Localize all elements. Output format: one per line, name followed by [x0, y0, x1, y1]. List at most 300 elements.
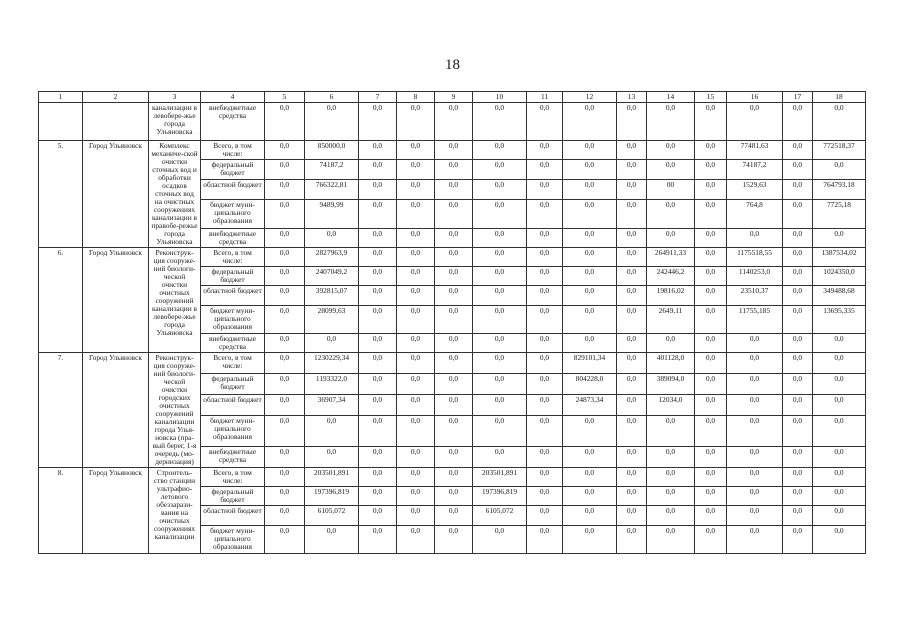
amount-cell: 401128,0 [647, 353, 695, 374]
amount-cell: 0,0 [695, 267, 727, 286]
amount-cell: 0,0 [695, 506, 727, 526]
amount-cell: 2407049,2 [305, 267, 359, 286]
table-row [39, 248, 866, 267]
amount-cell: 1140253,0 [727, 267, 783, 286]
amount-cell: 0,0 [695, 228, 727, 247]
column-number: 5 [265, 92, 305, 103]
column-number: 2 [83, 92, 149, 103]
amount-cell: 0,0 [563, 160, 617, 179]
amount-cell: 0,0 [265, 286, 305, 306]
amount-cell: 0,0 [359, 248, 397, 267]
amount-cell: 0,0 [397, 468, 435, 487]
amount-cell: 0,0 [783, 468, 813, 487]
amount-cell: 0,0 [813, 447, 866, 468]
amount-cell: 0,0 [473, 179, 527, 199]
amount-cell: 0,0 [563, 228, 617, 247]
amount-cell: 0,0 [435, 506, 473, 526]
amount-cell: 0,0 [647, 103, 695, 141]
amount-cell: 0,0 [397, 179, 435, 199]
amount-cell: 0,0 [617, 506, 647, 526]
amount-cell: 0,0 [695, 394, 727, 416]
amount-cell: 0,0 [727, 447, 783, 468]
amount-cell: 349488,68 [813, 286, 866, 306]
amount-cell: 0,0 [265, 228, 305, 247]
amount-cell: 0,0 [265, 160, 305, 179]
amount-cell: 0,0 [563, 179, 617, 199]
amount-cell: 0,0 [783, 228, 813, 247]
funding-source: федеральный бюджет [201, 267, 265, 286]
amount-cell: 0,0 [527, 179, 563, 199]
amount-cell: 0,0 [359, 526, 397, 554]
amount-cell: 0,0 [435, 286, 473, 306]
municipality [83, 103, 149, 141]
amount-cell: 0,0 [695, 103, 727, 141]
amount-cell: 0,0 [647, 200, 695, 229]
amount-cell: 0,0 [473, 103, 527, 141]
amount-cell: 0,0 [435, 353, 473, 374]
amount-cell: 0,0 [563, 416, 617, 447]
column-number: 12 [563, 92, 617, 103]
table-row [39, 103, 866, 141]
amount-cell: 28099,63 [305, 306, 359, 334]
amount-cell: 0,0 [563, 447, 617, 468]
amount-cell: 0,0 [435, 468, 473, 487]
amount-cell: 13695,335 [813, 306, 866, 334]
amount-cell: 0,0 [473, 447, 527, 468]
amount-cell: 23510,37 [727, 286, 783, 306]
amount-cell: 0,0 [527, 506, 563, 526]
amount-cell: 0,0 [359, 394, 397, 416]
amount-cell: 764,8 [727, 200, 783, 229]
amount-cell: 74187,2 [727, 160, 783, 179]
amount-cell: 0,0 [305, 228, 359, 247]
amount-cell: 0,0 [783, 447, 813, 468]
amount-cell: 0,0 [783, 160, 813, 179]
amount-cell: 0,0 [305, 416, 359, 447]
funding-source: внебюджетные средства [201, 447, 265, 468]
amount-cell: 0,0 [695, 373, 727, 394]
amount-cell: 0,0 [813, 373, 866, 394]
budget-table [38, 91, 866, 554]
amount-cell: 0,0 [647, 334, 695, 353]
column-number: 14 [647, 92, 695, 103]
funding-source: внебюджетные средства [201, 334, 265, 353]
amount-cell: 0,0 [695, 179, 727, 199]
amount-cell: 7725,18 [813, 200, 866, 229]
amount-cell: 0,0 [397, 228, 435, 247]
amount-cell: 2649,11 [647, 306, 695, 334]
amount-cell: 19816,02 [647, 286, 695, 306]
amount-cell: 0,0 [617, 160, 647, 179]
amount-cell: 0,0 [527, 286, 563, 306]
amount-cell: 0,0 [647, 487, 695, 506]
amount-cell: 0,0 [783, 334, 813, 353]
amount-cell: 0,0 [435, 373, 473, 394]
funding-source: областной бюджет [201, 506, 265, 526]
amount-cell: 0,0 [473, 394, 527, 416]
amount-cell: 203501,891 [305, 468, 359, 487]
amount-cell: 0,0 [359, 447, 397, 468]
column-number: 18 [813, 92, 866, 103]
amount-cell: 0,0 [473, 286, 527, 306]
amount-cell: 766322,81 [305, 179, 359, 199]
amount-cell: 0,0 [305, 526, 359, 554]
amount-cell: 0,0 [617, 334, 647, 353]
amount-cell: 0,0 [617, 373, 647, 394]
amount-cell: 0,0 [647, 141, 695, 160]
amount-cell: 0,0 [527, 267, 563, 286]
amount-cell: 0,0 [435, 487, 473, 506]
amount-cell: 0,0 [813, 394, 866, 416]
amount-cell: 77481,63 [727, 141, 783, 160]
amount-cell: 0,0 [397, 141, 435, 160]
amount-cell: 0,0 [813, 526, 866, 554]
amount-cell: 0,0 [727, 353, 783, 374]
amount-cell: 0,0 [727, 468, 783, 487]
amount-cell: 0,0 [695, 487, 727, 506]
amount-cell: 0,0 [695, 416, 727, 447]
amount-cell: 0,0 [813, 506, 866, 526]
amount-cell: 24873,34 [563, 394, 617, 416]
amount-cell: 0,0 [783, 200, 813, 229]
funding-source: федеральный бюджет [201, 487, 265, 506]
amount-cell: 0,0 [435, 160, 473, 179]
amount-cell: 0,0 [397, 416, 435, 447]
amount-cell: 0,0 [359, 334, 397, 353]
table-row [39, 353, 866, 374]
row-number: 8. [39, 468, 83, 554]
amount-cell: 0,0 [783, 416, 813, 447]
amount-cell: 0,0 [695, 447, 727, 468]
amount-cell: 1230229,34 [305, 353, 359, 374]
column-number: 7 [359, 92, 397, 103]
amount-cell: 0,0 [473, 526, 527, 554]
amount-cell: 1175518,55 [727, 248, 783, 267]
amount-cell: 1529,63 [727, 179, 783, 199]
amount-cell: 0,0 [695, 526, 727, 554]
column-number: 10 [473, 92, 527, 103]
column-number: 3 [149, 92, 201, 103]
object-name: Реконструк-ция сооруже-ний биологи-ческой очистки очистных сооружений канализации в левобере-жье города Ульяновска [149, 248, 201, 353]
amount-cell: 0,0 [473, 267, 527, 286]
amount-cell: 0,0 [695, 286, 727, 306]
amount-cell: 0,0 [695, 141, 727, 160]
funding-source: областной бюджет [201, 179, 265, 199]
amount-cell: 0,0 [813, 487, 866, 506]
amount-cell: 0,0 [563, 103, 617, 141]
amount-cell: 0,0 [305, 334, 359, 353]
amount-cell: 0,0 [435, 141, 473, 160]
amount-cell: 0,0 [783, 373, 813, 394]
amount-cell: 0,0 [305, 447, 359, 468]
amount-cell: 0,0 [359, 179, 397, 199]
amount-cell: 0,0 [265, 506, 305, 526]
amount-cell: 0,0 [397, 248, 435, 267]
amount-cell: 772518,37 [813, 141, 866, 160]
amount-cell: 0,0 [397, 334, 435, 353]
table-row [39, 468, 866, 487]
amount-cell: 1193322,0 [305, 373, 359, 394]
amount-cell: 0,0 [473, 141, 527, 160]
table-row [39, 141, 866, 160]
amount-cell: 0,0 [727, 334, 783, 353]
amount-cell: 0,0 [783, 141, 813, 160]
amount-cell: 0,0 [727, 526, 783, 554]
amount-cell: 389094,0 [647, 373, 695, 394]
amount-cell: 0,0 [305, 103, 359, 141]
funding-source: федеральный бюджет [201, 160, 265, 179]
amount-cell: 0,0 [563, 487, 617, 506]
amount-cell: 0,0 [265, 179, 305, 199]
amount-cell: 197396,819 [305, 487, 359, 506]
amount-cell: 0,0 [527, 353, 563, 374]
amount-cell: 0,0 [647, 160, 695, 179]
amount-cell: 0,0 [617, 487, 647, 506]
amount-cell: 0,0 [813, 334, 866, 353]
column-number: 16 [727, 92, 783, 103]
amount-cell: 264911,33 [647, 248, 695, 267]
amount-cell: 1024350,0 [813, 267, 866, 286]
amount-cell: 0,0 [647, 468, 695, 487]
amount-cell: 0,0 [563, 286, 617, 306]
funding-source: Всего, в том числе: [201, 141, 265, 160]
column-number: 15 [695, 92, 727, 103]
amount-cell: 6105,072 [305, 506, 359, 526]
funding-source: бюджет муни-ципального образования [201, 200, 265, 229]
amount-cell: 0,0 [617, 447, 647, 468]
municipality: Город Ульяновск [83, 468, 149, 554]
amount-cell: 0,0 [397, 394, 435, 416]
amount-cell: 0,0 [265, 447, 305, 468]
funding-source: Всего, в том числе: [201, 248, 265, 267]
amount-cell: 0,0 [783, 526, 813, 554]
column-number: 4 [201, 92, 265, 103]
amount-cell: 36907,34 [305, 394, 359, 416]
amount-cell: 0,0 [727, 416, 783, 447]
amount-cell: 0,0 [783, 306, 813, 334]
amount-cell: 0,0 [527, 334, 563, 353]
amount-cell: 0,0 [435, 306, 473, 334]
funding-source: Всего, в том числе: [201, 468, 265, 487]
amount-cell: 0,0 [473, 200, 527, 229]
amount-cell: 0,0 [435, 179, 473, 199]
amount-cell: 0,0 [727, 228, 783, 247]
amount-cell: 0,0 [397, 103, 435, 141]
amount-cell: 0,0 [617, 248, 647, 267]
amount-cell: 00 [647, 179, 695, 199]
amount-cell: 0,0 [265, 373, 305, 394]
amount-cell: 0,0 [647, 228, 695, 247]
amount-cell: 0,0 [527, 468, 563, 487]
amount-cell: 0,0 [435, 526, 473, 554]
amount-cell: 1387534,02 [813, 248, 866, 267]
row-number: 6. [39, 248, 83, 353]
amount-cell: 0,0 [727, 487, 783, 506]
amount-cell: 0,0 [435, 200, 473, 229]
amount-cell: 0,0 [695, 334, 727, 353]
amount-cell: 0,0 [783, 103, 813, 141]
amount-cell: 0,0 [435, 334, 473, 353]
amount-cell: 0,0 [527, 416, 563, 447]
amount-cell: 0,0 [359, 103, 397, 141]
amount-cell: 0,0 [695, 160, 727, 179]
amount-cell: 0,0 [435, 228, 473, 247]
amount-cell: 0,0 [563, 468, 617, 487]
object-name: канализации в левобере-жье города Ульяновска [149, 103, 201, 141]
amount-cell: 0,0 [435, 447, 473, 468]
amount-cell: 0,0 [265, 248, 305, 267]
amount-cell: 0,0 [359, 160, 397, 179]
amount-cell: 0,0 [359, 228, 397, 247]
object-name: Комплекс механиче-ской очистки сточных вод и обработки осадков сточных вод на очистных сооружениях канализации в правобе-режье города Ульяновска [149, 141, 201, 248]
amount-cell: 0,0 [727, 103, 783, 141]
amount-cell: 0,0 [435, 103, 473, 141]
amount-cell: 0,0 [527, 200, 563, 229]
funding-source: областной бюджет [201, 394, 265, 416]
amount-cell: 0,0 [647, 416, 695, 447]
amount-cell: 0,0 [359, 286, 397, 306]
amount-cell: 0,0 [265, 200, 305, 229]
amount-cell: 9489,99 [305, 200, 359, 229]
amount-cell: 0,0 [473, 160, 527, 179]
amount-cell: 0,0 [647, 506, 695, 526]
amount-cell: 0,0 [397, 306, 435, 334]
amount-cell: 0,0 [527, 487, 563, 506]
amount-cell: 0,0 [695, 353, 727, 374]
funding-source: Всего, в том числе: [201, 353, 265, 374]
amount-cell: 0,0 [265, 103, 305, 141]
amount-cell: 0,0 [397, 267, 435, 286]
funding-source: внебюджетные средства [201, 228, 265, 247]
amount-cell: 0,0 [617, 103, 647, 141]
amount-cell: 0,0 [563, 334, 617, 353]
amount-cell: 0,0 [695, 468, 727, 487]
funding-source: внебюджетные средства [201, 103, 265, 141]
amount-cell: 74187,2 [305, 160, 359, 179]
amount-cell: 0,0 [397, 160, 435, 179]
amount-cell: 0,0 [359, 353, 397, 374]
amount-cell: 0,0 [813, 103, 866, 141]
amount-cell: 0,0 [563, 200, 617, 229]
amount-cell: 0,0 [527, 228, 563, 247]
amount-cell: 0,0 [527, 447, 563, 468]
amount-cell: 0,0 [527, 373, 563, 394]
amount-cell: 392815,07 [305, 286, 359, 306]
amount-cell: 0,0 [397, 447, 435, 468]
amount-cell: 0,0 [435, 394, 473, 416]
amount-cell: 0,0 [359, 141, 397, 160]
column-number-row [39, 92, 866, 103]
amount-cell: 0,0 [527, 141, 563, 160]
object-name: Реконструк-ция сооруже-ний биологи-ческой очистки городских очистных сооружений канализации города Улья-новска (пра-вый берег, 1-я очередь (мо-дернизация) [149, 353, 201, 468]
amount-cell: 0,0 [359, 506, 397, 526]
municipality: Город Ульяновск [83, 141, 149, 248]
amount-cell: 0,0 [527, 160, 563, 179]
amount-cell: 0,0 [265, 353, 305, 374]
amount-cell: 12034,0 [647, 394, 695, 416]
amount-cell: 0,0 [359, 416, 397, 447]
amount-cell: 0,0 [265, 334, 305, 353]
amount-cell: 0,0 [397, 200, 435, 229]
amount-cell: 850000,0 [305, 141, 359, 160]
amount-cell: 0,0 [813, 353, 866, 374]
funding-source: федеральный бюджет [201, 373, 265, 394]
amount-cell: 0,0 [265, 141, 305, 160]
row-number: 5. [39, 141, 83, 248]
amount-cell: 11755,185 [727, 306, 783, 334]
amount-cell: 0,0 [727, 506, 783, 526]
amount-cell: 0,0 [397, 506, 435, 526]
amount-cell: 0,0 [527, 306, 563, 334]
amount-cell: 0,0 [617, 306, 647, 334]
amount-cell: 0,0 [473, 416, 527, 447]
amount-cell: 0,0 [783, 506, 813, 526]
amount-cell: 0,0 [563, 267, 617, 286]
amount-cell: 0,0 [783, 353, 813, 374]
amount-cell: 0,0 [563, 526, 617, 554]
column-number: 17 [783, 92, 813, 103]
amount-cell: 0,0 [265, 526, 305, 554]
amount-cell: 0,0 [563, 248, 617, 267]
amount-cell: 0,0 [435, 267, 473, 286]
funding-source: областной бюджет [201, 286, 265, 306]
funding-source: бюджет муни-ципального образования [201, 526, 265, 554]
amount-cell: 0,0 [359, 306, 397, 334]
amount-cell: 0,0 [617, 353, 647, 374]
amount-cell: 242446,2 [647, 267, 695, 286]
amount-cell: 0,0 [527, 248, 563, 267]
amount-cell: 0,0 [265, 468, 305, 487]
funding-source: бюджет муни-ципального образования [201, 416, 265, 447]
page-number: 18 [445, 57, 460, 73]
object-name: Строитель-ство станции ультрафио-летового обеззарази-вания на очистных сооружениях канализации [149, 468, 201, 554]
amount-cell: 0,0 [563, 141, 617, 160]
amount-cell: 0,0 [359, 373, 397, 394]
column-number: 13 [617, 92, 647, 103]
amount-cell: 0,0 [397, 526, 435, 554]
amount-cell: 0,0 [617, 394, 647, 416]
amount-cell: 0,0 [727, 373, 783, 394]
amount-cell: 0,0 [647, 447, 695, 468]
amount-cell: 0,0 [813, 228, 866, 247]
amount-cell: 197396,819 [473, 487, 527, 506]
funding-source: бюджет муни-ципального образования [201, 306, 265, 334]
column-number: 9 [435, 92, 473, 103]
amount-cell: 6105,072 [473, 506, 527, 526]
municipality: Город Ульяновск [83, 353, 149, 468]
amount-cell: 0,0 [563, 506, 617, 526]
amount-cell: 804228,0 [563, 373, 617, 394]
amount-cell: 0,0 [473, 306, 527, 334]
amount-cell: 0,0 [783, 179, 813, 199]
amount-cell: 829101,34 [563, 353, 617, 374]
amount-cell: 0,0 [647, 526, 695, 554]
column-number: 11 [527, 92, 563, 103]
amount-cell: 0,0 [617, 526, 647, 554]
amount-cell: 2827963,9 [305, 248, 359, 267]
row-number [39, 103, 83, 141]
amount-cell: 0,0 [617, 228, 647, 247]
amount-cell: 0,0 [359, 468, 397, 487]
amount-cell: 0,0 [473, 334, 527, 353]
amount-cell: 0,0 [265, 267, 305, 286]
amount-cell: 0,0 [695, 200, 727, 229]
amount-cell: 0,0 [813, 416, 866, 447]
amount-cell: 0,0 [617, 179, 647, 199]
amount-cell: 0,0 [265, 394, 305, 416]
amount-cell: 0,0 [783, 487, 813, 506]
amount-cell: 0,0 [617, 200, 647, 229]
